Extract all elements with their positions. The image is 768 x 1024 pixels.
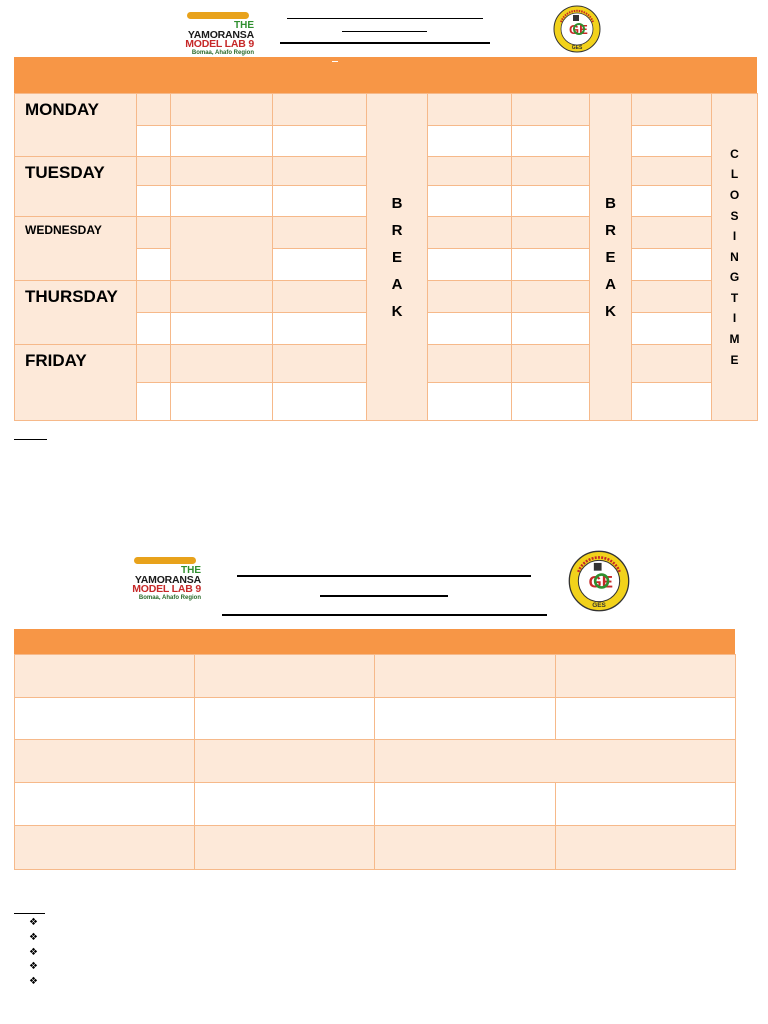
cell bbox=[428, 186, 512, 217]
cell bbox=[428, 281, 512, 313]
bullet-item: ❖ bbox=[29, 931, 38, 943]
title-line-1 bbox=[287, 18, 483, 19]
cell bbox=[428, 217, 512, 249]
cell bbox=[195, 740, 375, 783]
closing-letter: M bbox=[729, 332, 740, 347]
note-underline-2 bbox=[14, 913, 45, 914]
cell bbox=[171, 157, 273, 186]
title2-line-3 bbox=[222, 614, 547, 616]
cell bbox=[512, 126, 590, 157]
cell bbox=[137, 217, 171, 249]
seal-monogram: GE bbox=[569, 22, 588, 37]
cell bbox=[632, 94, 712, 126]
cell bbox=[273, 383, 367, 421]
school-logo bbox=[180, 12, 260, 60]
title-line-2 bbox=[342, 31, 427, 32]
cell bbox=[632, 345, 712, 383]
cell bbox=[273, 249, 367, 281]
cell bbox=[137, 345, 171, 383]
closing-letter: L bbox=[730, 167, 739, 182]
cell bbox=[375, 655, 556, 698]
title2-line-2 bbox=[320, 595, 448, 597]
cell bbox=[15, 740, 195, 783]
cell bbox=[171, 345, 273, 383]
cell bbox=[195, 826, 375, 870]
break1-letter: R bbox=[391, 221, 403, 239]
closing-letter: T bbox=[730, 290, 739, 305]
cell bbox=[512, 217, 590, 249]
bullet-item: ❖ bbox=[29, 946, 38, 958]
bullet-list bbox=[29, 916, 38, 990]
closing-letter: O bbox=[729, 187, 740, 202]
cell bbox=[428, 94, 512, 126]
cell bbox=[428, 345, 512, 383]
break2-letter: B bbox=[605, 194, 616, 212]
cell bbox=[171, 126, 273, 157]
seal-monogram: GE bbox=[588, 572, 613, 592]
cell bbox=[512, 94, 590, 126]
table2-header-bar bbox=[14, 629, 735, 654]
cell bbox=[273, 126, 367, 157]
cell bbox=[556, 698, 736, 740]
ges-seal-icon-2 bbox=[568, 550, 630, 612]
cell bbox=[556, 655, 736, 698]
cell bbox=[195, 783, 375, 826]
cell bbox=[273, 186, 367, 217]
break1-letter: K bbox=[391, 302, 403, 320]
cell bbox=[632, 186, 712, 217]
cell bbox=[632, 313, 712, 345]
logo-location: Bomaa, Ahafo Region bbox=[138, 595, 201, 601]
cell bbox=[428, 126, 512, 157]
cell bbox=[428, 249, 512, 281]
cell bbox=[137, 313, 171, 345]
cell bbox=[512, 186, 590, 217]
break2-letter: K bbox=[605, 302, 616, 320]
cell bbox=[273, 345, 367, 383]
note-underline-1 bbox=[14, 439, 47, 440]
closing-letter: S bbox=[730, 208, 739, 223]
day-wednesday: WEDNESDAY bbox=[15, 217, 137, 281]
seal-bottom-text: GES bbox=[592, 601, 606, 609]
bullet-item: ❖ bbox=[29, 961, 38, 973]
cell bbox=[137, 186, 171, 217]
cell bbox=[171, 94, 273, 126]
cell bbox=[512, 281, 590, 313]
cell bbox=[632, 249, 712, 281]
cell bbox=[137, 249, 171, 281]
day-friday: FRIDAY bbox=[15, 345, 137, 421]
cell bbox=[15, 783, 195, 826]
cell bbox=[375, 826, 556, 870]
logo-model-lab: MODEL LAB 9 bbox=[185, 38, 254, 50]
cell bbox=[556, 783, 736, 826]
day-thursday: THURSDAY bbox=[15, 281, 137, 345]
cell bbox=[195, 698, 375, 740]
cell bbox=[428, 383, 512, 421]
break-column-2 bbox=[590, 94, 632, 421]
closing-time-column bbox=[712, 94, 758, 421]
closing-letter: G bbox=[729, 270, 740, 285]
cell bbox=[632, 281, 712, 313]
cell bbox=[556, 826, 736, 870]
logo-the: THE bbox=[181, 565, 201, 576]
closing-letter: I bbox=[732, 311, 737, 326]
break2-letter: A bbox=[605, 275, 616, 293]
bullet-item: ❖ bbox=[29, 917, 38, 928]
break2-letter: E bbox=[605, 248, 616, 266]
cell bbox=[632, 126, 712, 157]
cell bbox=[512, 157, 590, 186]
logo-location: Bomaa, Ahafo Region bbox=[191, 50, 254, 56]
cell bbox=[273, 157, 367, 186]
cell bbox=[632, 157, 712, 186]
cell bbox=[512, 383, 590, 421]
ges-seal-icon bbox=[553, 5, 601, 53]
cell bbox=[632, 383, 712, 421]
cell-merged bbox=[375, 740, 736, 783]
cell bbox=[512, 313, 590, 345]
cell bbox=[171, 383, 273, 421]
cell bbox=[15, 655, 195, 698]
cell bbox=[512, 249, 590, 281]
cell bbox=[273, 217, 367, 249]
logo-school-name: YAMORANSA bbox=[187, 29, 254, 41]
bullet-item: ❖ bbox=[29, 976, 38, 988]
cell bbox=[428, 157, 512, 186]
seal-bottom-text: GES bbox=[571, 45, 583, 51]
title-line-3 bbox=[280, 42, 490, 44]
day-tuesday: TUESDAY bbox=[15, 157, 137, 217]
closing-letter: C bbox=[730, 146, 739, 161]
cell bbox=[273, 94, 367, 126]
day-monday: MONDAY bbox=[15, 94, 137, 157]
header-mark bbox=[332, 61, 338, 62]
logo-the: THE bbox=[234, 20, 254, 31]
cell bbox=[171, 281, 273, 313]
logo-school-name: YAMORANSA bbox=[134, 574, 201, 586]
duty-table bbox=[14, 654, 736, 870]
cell bbox=[171, 186, 273, 217]
cell bbox=[171, 313, 273, 345]
cell bbox=[15, 698, 195, 740]
break1-letter: E bbox=[391, 248, 402, 266]
title2-line-1 bbox=[237, 575, 531, 577]
cell bbox=[195, 655, 375, 698]
logo-bar bbox=[187, 12, 249, 19]
cell bbox=[15, 826, 195, 870]
cell bbox=[137, 281, 171, 313]
cell bbox=[137, 126, 171, 157]
break1-letter: B bbox=[391, 194, 403, 212]
logo-bar bbox=[134, 557, 196, 564]
closing-letter: E bbox=[730, 352, 739, 367]
cell bbox=[428, 313, 512, 345]
cell bbox=[375, 698, 556, 740]
break2-letter: R bbox=[605, 221, 616, 239]
closing-letter: N bbox=[730, 249, 739, 264]
break-column-1 bbox=[367, 94, 428, 421]
cell-merged bbox=[171, 217, 273, 281]
logo-model-lab: MODEL LAB 9 bbox=[132, 583, 201, 595]
closing-letter: I bbox=[732, 229, 737, 244]
timetable-header-bar bbox=[14, 57, 757, 93]
cell bbox=[137, 157, 171, 186]
school-logo-2 bbox=[127, 557, 207, 605]
cell bbox=[273, 313, 367, 345]
cell bbox=[512, 345, 590, 383]
cell bbox=[273, 281, 367, 313]
cell bbox=[137, 383, 171, 421]
cell bbox=[632, 217, 712, 249]
weekly-timetable bbox=[14, 93, 758, 421]
cell bbox=[375, 783, 556, 826]
break1-letter: A bbox=[391, 275, 403, 293]
cell bbox=[137, 94, 171, 126]
